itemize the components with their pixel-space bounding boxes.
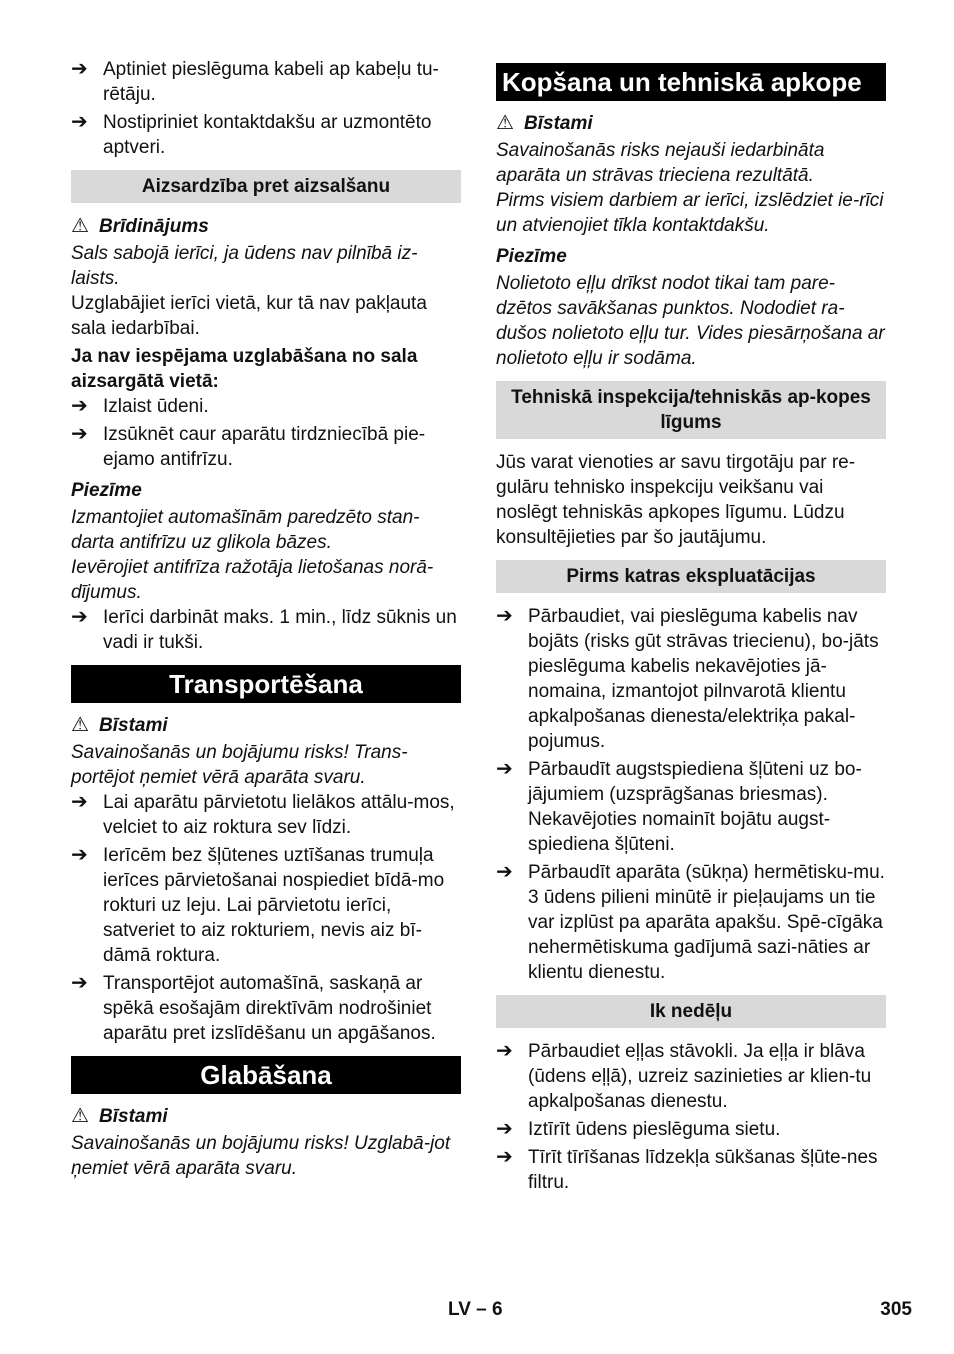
bold-text: Ja nav iespējama uzglabāšana no sala aizsargātā vietā: bbox=[71, 346, 418, 392]
arrow-icon: ➔ bbox=[496, 758, 513, 780]
warning-text: Pirms visiem darbiem ar ierīci, izslēdziet ie-rīci un atvienojiet tīkla kontaktdakšu. bbox=[496, 190, 884, 236]
arrow-icon: ➔ bbox=[71, 423, 88, 445]
warning-text: Savainošanās un bojājumu risks! Trans-portējot ņemiet vērā aparāta svaru. bbox=[71, 742, 408, 788]
note-label: Piezīme bbox=[496, 246, 567, 267]
arrow-icon: ➔ bbox=[71, 972, 88, 994]
list-item: ➔ Iztīrīt ūdens pieslēguma sietu. bbox=[496, 1118, 781, 1140]
arrow-icon: ➔ bbox=[496, 1118, 513, 1140]
warning-text: Sals sabojā ierīci, ja ūdens nav pilnībā iz-laists. bbox=[71, 243, 418, 289]
list-item: ➔ Ierīcēm bez šļūtenes uztīšanas trumuļa ierīces pārvietošanai nospiediet bīdā-mo rokturi uz leju. Lai pārvietotu ierīci, satveriet to aiz rokturiem, nevis aiz bī-dāmā roktura. bbox=[71, 844, 445, 966]
arrow-icon: ➔ bbox=[496, 861, 513, 883]
list-item: ➔ Pārbaudiet, vai pieslēguma kabelis nav bojāts (risks gūt strāvas triecienu), bo-jāts pieslēguma kabelis nekavējoties jā-nomaina, izmantojot pilnvarotā klientu apkalpošanas dienesta/elektriķa pakal-pojumus. bbox=[496, 605, 879, 752]
list-item: ➔ Aptiniet pieslēguma kabeli ap kabeļu tu-rētāju. bbox=[71, 58, 439, 105]
body-text: Jūs varat vienoties ar savu tirgotāju par re-gulāru tehnisko inspekciju veikšanu vai noslēgt tehniskās apkopes līgumu. Lūdzu konsultējieties par šo jautājumu. bbox=[496, 452, 856, 548]
warning-label: ⚠ Brīdinājums bbox=[71, 215, 209, 237]
section-heading-before-operation: Pirms katras ekspluatācijas bbox=[496, 560, 886, 593]
warning-icon: ⚠ bbox=[71, 215, 89, 237]
section-heading-antifreeze: Aizsardzība pret aizsalšanu bbox=[71, 170, 461, 203]
arrow-icon: ➔ bbox=[71, 395, 88, 417]
warning-label: ⚠ Bīstami bbox=[71, 714, 168, 736]
warning-icon: ⚠ bbox=[496, 112, 514, 134]
list-item: ➔ Pārbaudīt augstspiediena šļūteni uz bo-jājumiem (uzsprāgšanas briesmas). Nekavējoties nomainīt bojātu augst-spiediena šļūteni. bbox=[496, 758, 862, 855]
arrow-icon: ➔ bbox=[71, 606, 88, 628]
warning-label: ⚠ Bīstami bbox=[71, 1105, 168, 1127]
list-item: ➔ Transportējot automašīnā, saskaņā ar spēkā esošajām direktīvām nodrošiniet aparātu pret izslīdēšanu un apgāšanos. bbox=[71, 972, 436, 1044]
warning-text: Savainošanās un bojājumu risks! Uzglabā-jot ņemiet vērā aparāta svaru. bbox=[71, 1133, 451, 1179]
note-label: Piezīme bbox=[71, 480, 142, 501]
warning-icon: ⚠ bbox=[71, 714, 89, 736]
list-item: ➔ Nostipriniet kontaktdakšu ar uzmontēto aptveri. bbox=[71, 111, 432, 158]
list-item: ➔ Izsūknēt caur aparātu tirdzniecībā pie-ejamo antifrīzu. bbox=[71, 423, 426, 470]
warning-icon: ⚠ bbox=[71, 1105, 89, 1127]
section-heading-inspection: Tehniskā inspekcija/tehniskās ap-kopes līgums bbox=[496, 381, 886, 439]
footer-language-page: LV – 6 bbox=[448, 1299, 503, 1320]
list-item: ➔ Lai aparātu pārvietotu lielākos attālu-mos, velciet to aiz roktura sev līdzi. bbox=[71, 791, 455, 838]
footer-page-number: 305 bbox=[880, 1299, 912, 1320]
warning-text: Savainošanās risks nejauši iedarbināta aparāta un strāvas trieciena rezultātā. bbox=[496, 140, 825, 186]
arrow-icon: ➔ bbox=[496, 1146, 513, 1168]
warning-label: ⚠ Bīstami bbox=[496, 112, 593, 134]
list-item: ➔ Pārbaudīt aparāta (sūkņa) hermētisku-mu. 3 ūdens pilieni minūtē ir pieļaujams un tie var izplūst pa aparāta apakšu. Spē-cīgāka nehermētiskuma gadījumā sazi-nāties ar klientu dienestu. bbox=[496, 861, 885, 983]
section-heading-storage: Glabāšana bbox=[71, 1056, 461, 1094]
note-text: Nolietoto eļļu drīkst nodot tikai tam pare-dzētos savākšanas punktos. Nododiet ra-dušos nolietoto eļļu tur. Vides piesārņošana ar nolietoto eļļu ir sodāma. bbox=[496, 273, 885, 369]
note-text: Izmantojiet automašīnām paredzēto stan-darta antifrīzu uz glikola bāzes. bbox=[71, 507, 420, 553]
arrow-icon: ➔ bbox=[71, 58, 88, 80]
list-item: ➔ Tīrīt tīrīšanas līdzekļa sūkšanas šļūte-nes filtru. bbox=[496, 1146, 878, 1193]
list-item: ➔ Pārbaudiet eļļas stāvokli. Ja eļļa ir blāva (ūdens eļļā), uzreiz sazinieties ar klien-tu apkalpošanas dienestu. bbox=[496, 1040, 872, 1112]
note-text: Ievērojiet antifrīza ražotāja lietošanas norā-dījumus. bbox=[71, 557, 434, 603]
section-heading-weekly: Ik nedēļu bbox=[496, 995, 886, 1028]
body-text: Uzglabājiet ierīci vietā, kur tā nav pakļauta sala iedarbībai. bbox=[71, 293, 427, 339]
arrow-icon: ➔ bbox=[496, 605, 513, 627]
arrow-icon: ➔ bbox=[496, 1040, 513, 1062]
section-heading-transport: Transportēšana bbox=[71, 665, 461, 703]
arrow-icon: ➔ bbox=[71, 844, 88, 866]
list-item: ➔ Ierīci darbināt maks. 1 min., līdz sūknis un vadi ir tukši. bbox=[71, 606, 457, 653]
left-column bbox=[71, 57, 461, 1181]
list-item: ➔ Izlaist ūdeni. bbox=[71, 395, 209, 417]
arrow-icon: ➔ bbox=[71, 111, 88, 133]
right-column bbox=[496, 57, 886, 1195]
arrow-icon: ➔ bbox=[71, 791, 88, 813]
section-heading-care: Kopšana un tehniskā apkope bbox=[496, 63, 886, 101]
